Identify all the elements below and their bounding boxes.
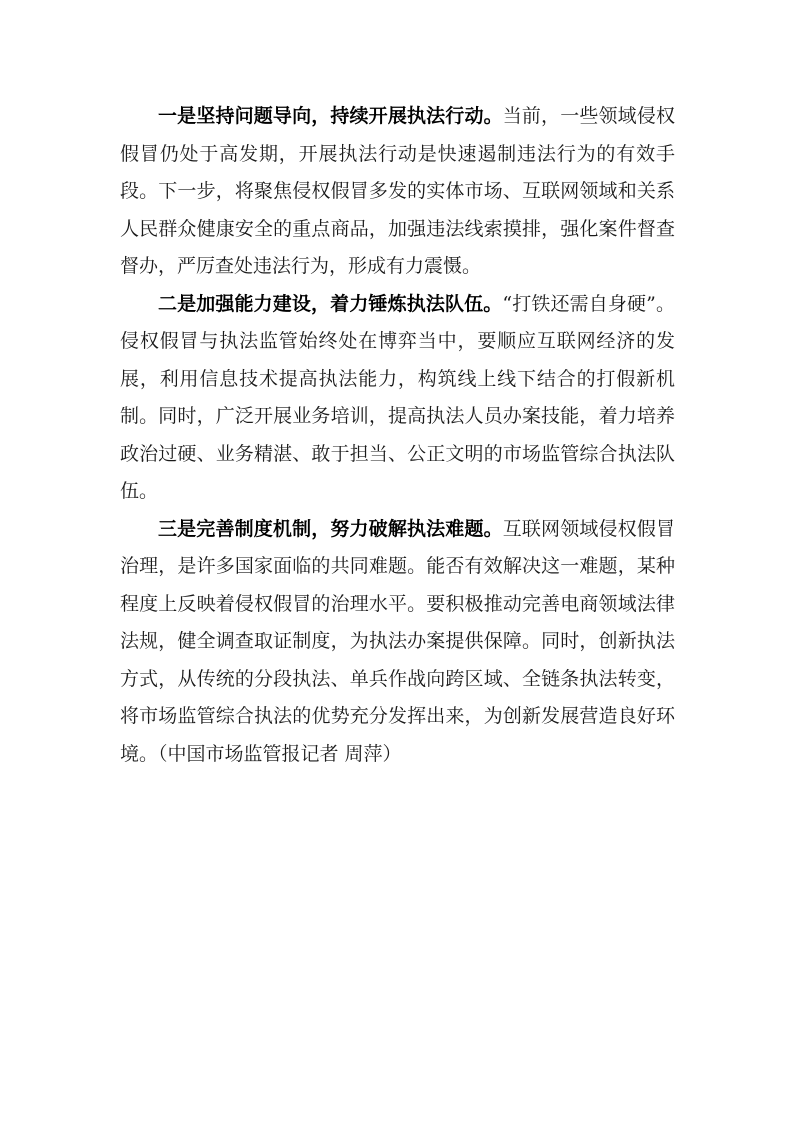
paragraph-3-text: 互联网领域侵权假冒治理，是许多国家面临的共同难题。能否有效解决这一难题，某种程度上反映着侵权假冒的治理水平。要积极推动完善电商领域法律法规，健全调查取证制度，为执法办案提供保障。同时，创新执法方式，从传统的分段执法、单兵作战向跨区域、全链条执法转变，将市场监管综合执法的优势充分发挥出来，为创新发展营造良好环境。（中国市场监管报记者 周萍） xyxy=(120,517,675,765)
paragraph-2 xyxy=(120,286,675,511)
paragraph-2-text: “打铁还需自身硬”。侵权假冒与执法监管始终处在博弈当中，要顺应互联网经济的发展，利用信息技术提高执法能力，构筑线上线下结合的打假新机制。同时，广泛开展业务培训，提高执法人员办案技能，着力培养政治过硬、业务精湛、敢于担当、公正文明的市场监管综合执法队伍。 xyxy=(120,292,675,502)
paragraph-3-heading: 三是完善制度机制，努力破解执法难题。 xyxy=(158,517,503,540)
paragraph-1-heading: 一是坚持问题导向，持续开展执法行动。 xyxy=(158,105,503,127)
paragraph-2-heading: 二是加强能力建设，着力锤炼执法队伍。 xyxy=(158,292,503,315)
paragraph-1 xyxy=(120,98,675,286)
paragraph-3 xyxy=(120,511,675,774)
paragraph-1-text: 当前，一些领域侵权假冒仍处于高发期，开展执法行动是快速遏制违法行为的有效手段。下一步，将聚焦侵权假冒多发的实体市场、互联网领域和关系人民群众健康安全的重点商品，加强违法线索摸排，强化案件督查督办，严厉查处违法行为，形成有力震慑。 xyxy=(120,105,675,277)
article-body xyxy=(120,98,675,773)
